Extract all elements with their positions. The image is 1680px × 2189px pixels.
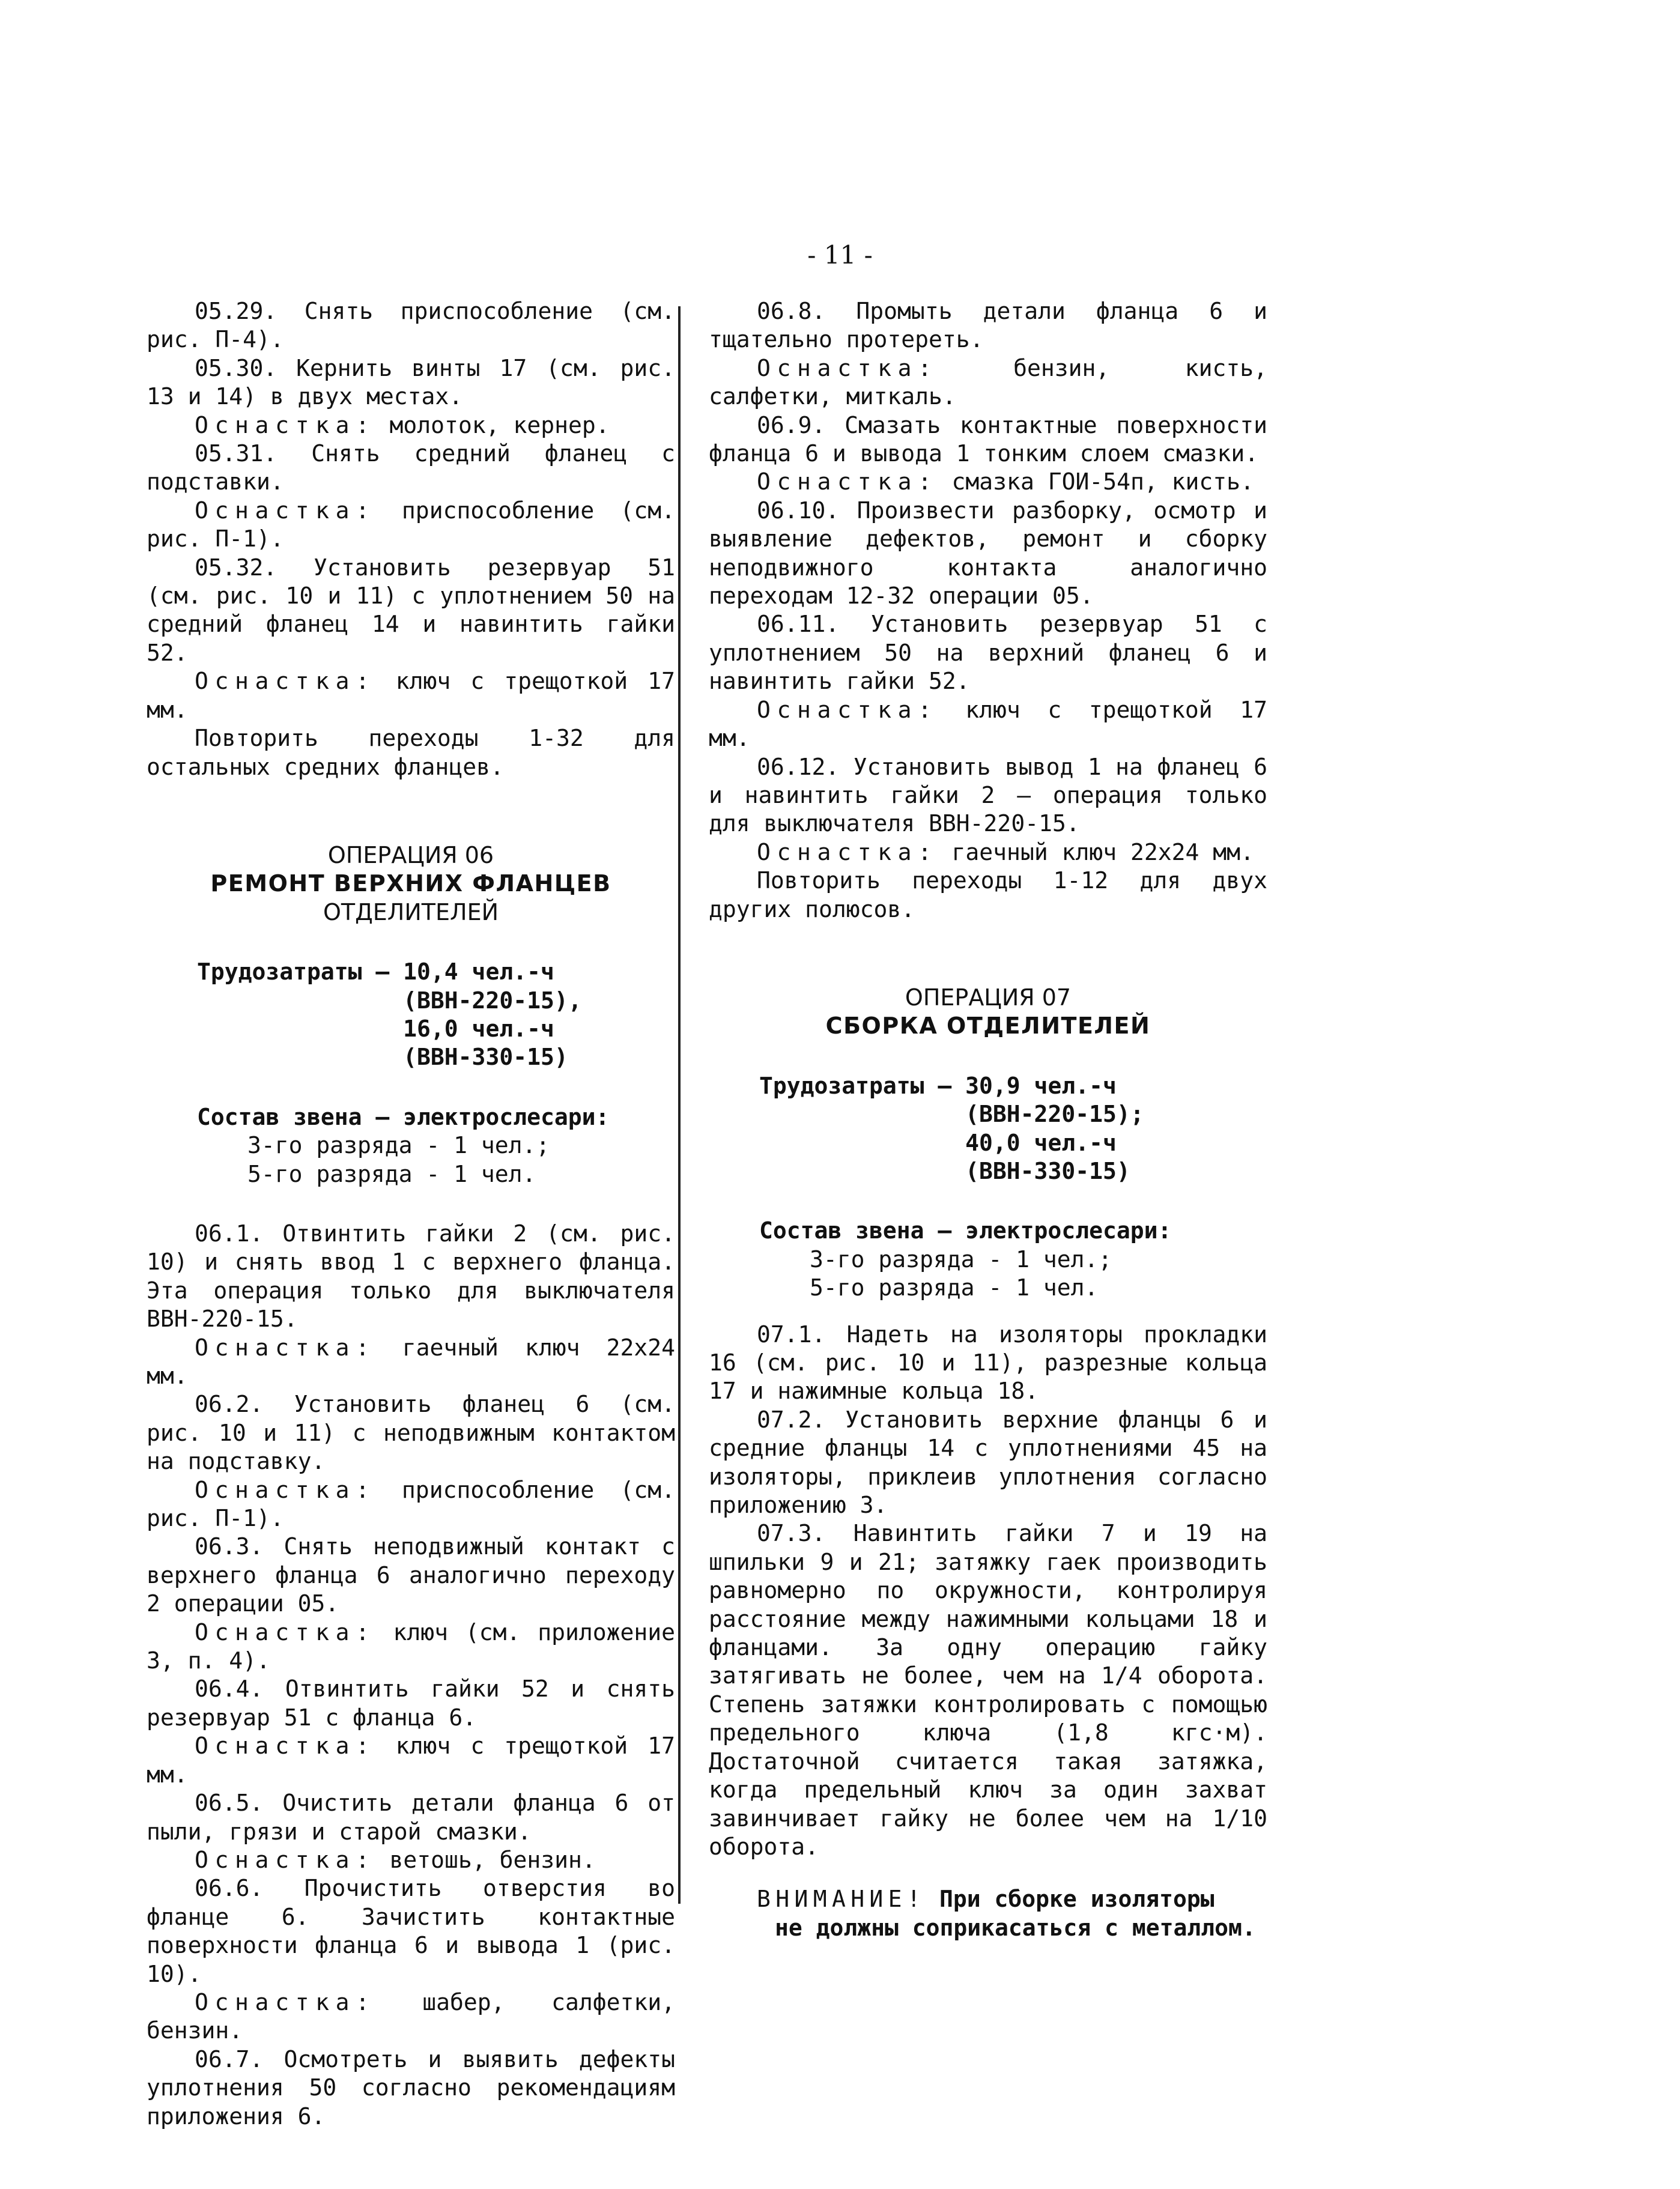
- crew-label: Состав звена — электрослесари:: [197, 1103, 610, 1130]
- left-column: [147, 297, 675, 2131]
- labor-value: 16,0 чел.-ч: [403, 1015, 554, 1042]
- labor-value: (ВВН-220-15),: [403, 987, 582, 1014]
- paragraph-05-32: 05.32. Установить резервуар 51 (см. рис. 10 и 11) с уплотнением 50 на средний фланец 14 и навинтить гайки 52.: [147, 554, 675, 666]
- repeat-note: Повторить переходы 1-12 для двух других полюсов.: [709, 867, 1267, 922]
- labor-label: Трудозатраты —: [759, 1072, 966, 1099]
- crew-row: 5-го разряда - 1 чел.: [810, 1274, 1099, 1301]
- warning-label: ВНИМАНИЕ!: [757, 1886, 926, 1913]
- operation-07-crew: [709, 1217, 1267, 1302]
- operation-06-crew: [147, 1103, 675, 1188]
- paragraph-07-2: 07.2. Установить верхние фланцы 6 и средние фланцы 14 с уплотнениями 45 на изоляторы, приклеив уплотнения согласно приложению 3.: [709, 1406, 1267, 1519]
- paragraph-05-29: 05.29. Снять приспособление (см. рис. П-4).: [147, 298, 675, 353]
- right-paras-top: [709, 297, 1267, 924]
- paragraph-06-1: 06.1. Отвинтить гайки 2 (см. рис. 10) и снять ввод 1 с верхнего фланца. Эта операция только для выключателя ВВН-220-15.: [147, 1220, 675, 1333]
- tooling-line: Оснастка: ключ с трещоткой 17 мм.: [709, 696, 1267, 752]
- crew-row: 5-го разряда - 1 чел.: [247, 1160, 536, 1187]
- page-number: - 11 -: [807, 240, 873, 270]
- paragraph-06-7: 06.7. Осмотреть и выявить дефекты уплотнения 50 согласно рекомендациям приложения 6.: [147, 2045, 675, 2130]
- paragraph-06-9: 06.9. Смазать контактные поверхности фланца 6 и вывода 1 тонким слоем смазки.: [709, 411, 1267, 467]
- labor-value: 10,4 чел.-ч: [403, 958, 554, 986]
- paragraph-05-31: 05.31. Снять средний фланец с подставки.: [147, 440, 675, 495]
- paragraph-07-1: 07.1. Надеть на изоляторы прокладки 16 (см. рис. 10 и 11), разрезные кольца 17 и нажимные кольца 18.: [709, 1321, 1267, 1405]
- tooling-line: Оснастка: молоток, кернер.: [195, 411, 610, 438]
- paragraph-06-5: 06.5. Очистить детали фланца 6 от пыли, грязи и старой смазки.: [147, 1790, 675, 1845]
- tooling-line: Оснастка: смазка ГОИ-54п, кисть.: [757, 468, 1254, 495]
- column-divider: [678, 306, 681, 1904]
- paragraph-06-6: 06.6. Прочистить отверстия во фланце 6. Зачистить контактные поверхности фланца 6 и вывода 1 (рис. 10).: [147, 1875, 675, 1987]
- tooling-line: Оснастка: гаечный ключ 22х24 мм.: [147, 1334, 675, 1389]
- right-column: [709, 297, 1267, 1942]
- operation-07-number: ОПЕРАЦИЯ 07: [905, 984, 1072, 1011]
- operation-06-number: ОПЕРАЦИЯ 06: [327, 841, 494, 868]
- operation-06-labor: [147, 958, 675, 1072]
- left-paras-top: [147, 297, 675, 781]
- paragraph-06-3: 06.3. Снять неподвижный контакт с верхнего фланца 6 аналогично переходу 2 операции 05.: [147, 1533, 675, 1617]
- operation-06-title-line2: ОТДЕЛИТЕЛЕЙ: [323, 898, 499, 925]
- paragraph-06-11: 06.11. Установить резервуар 51 с уплотнением 50 на верхний фланец 6 и навинтить гайки 52.: [709, 611, 1267, 695]
- paragraph-06-4: 06.4. Отвинтить гайки 52 и снять резервуар 51 с фланца 6.: [147, 1676, 675, 1731]
- labor-value: 40,0 чел.-ч: [965, 1129, 1117, 1156]
- warning-note: [709, 1885, 1267, 1942]
- labor-value: (ВВН-220-15);: [965, 1101, 1144, 1128]
- paragraph-06-2: 06.2. Установить фланец 6 (см. рис. 10 и 11) с неподвижным контактом на подставку.: [147, 1391, 675, 1475]
- operation-07-title: СБОРКА ОТДЕЛИТЕЛЕЙ: [825, 1013, 1151, 1040]
- crew-row: 3-го разряда - 1 чел.;: [810, 1246, 1112, 1273]
- right-paras-bottom: [709, 1321, 1267, 1862]
- paragraph-06-12: 06.12. Установить вывод 1 на фланец 6 и навинтить гайки 2 — операция только для выключателя ВВН-220-15.: [709, 753, 1267, 837]
- labor-value: (ВВН-330-15): [965, 1157, 1130, 1184]
- paragraph-05-30: 05.30. Кернить винты 17 (см. рис. 13 и 14) в двух местах.: [147, 354, 675, 410]
- left-paras-bottom: [147, 1220, 675, 2131]
- operation-06-title-line1: РЕМОНТ ВЕРХНИХ ФЛАНЦЕВ: [210, 870, 611, 897]
- tooling-line: Оснастка: приспособление (см. рис. П-1).: [147, 497, 675, 553]
- crew-row: 3-го разряда - 1 чел.;: [247, 1132, 550, 1159]
- tooling-line: Оснастка: ключ (см. приложение 3, п. 4).: [147, 1618, 675, 1674]
- tooling-line: Оснастка: гаечный ключ 22х24 мм.: [757, 838, 1254, 865]
- labor-label: Трудозатраты —: [197, 958, 404, 986]
- tooling-line: Оснастка: ветошь, бензин.: [195, 1846, 596, 1873]
- crew-label: Состав звена — электрослесари:: [759, 1217, 1172, 1244]
- tooling-line: Оснастка: ключ с трещоткой 17 мм.: [147, 668, 675, 723]
- repeat-note: Повторить переходы 1-32 для остальных средних фланцев.: [147, 725, 675, 780]
- warning-text-line2: не должны соприкасаться с металлом.: [775, 1914, 1256, 1941]
- paragraph-06-10: 06.10. Произвести разборку, осмотр и выявление дефектов, ремонт и сборку неподвижного контакта аналогично переходам 12-32 операции 05.: [709, 497, 1267, 610]
- tooling-line: Оснастка: шабер, салфетки, бензин.: [147, 1988, 675, 2044]
- tooling-line: Оснастка: бензин, кисть, салфетки, миткаль.: [709, 354, 1267, 410]
- labor-value: (ВВН-330-15): [403, 1044, 568, 1071]
- labor-value: 30,9 чел.-ч: [965, 1072, 1117, 1099]
- operation-07-heading: [709, 984, 1267, 1041]
- tooling-line: Оснастка: ключ с трещоткой 17 мм.: [147, 1733, 675, 1788]
- operation-07-labor: [709, 1072, 1267, 1186]
- tooling-line: Оснастка: приспособление (см. рис. П-1).: [147, 1476, 675, 1532]
- warning-text-line1: При сборке изоляторы: [926, 1886, 1215, 1913]
- paragraph-07-3: 07.3. Навинтить гайки 7 и 19 на шпильки 9 и 21; затяжку гаек производить равномерно по окружности, контролируя расстояние между нажимными кольцами 18 и фланцами. За одну операцию гайку затягивать не более, чем на 1/4 оборота. Степень затяжки контролировать с помощью предельного ключа (1,8 кгс·м). Достаточной считается такая затяжка, когда предельный ключ за один захват завинчивает гайку не более чем на 1/10 оборота.: [709, 1520, 1267, 1860]
- operation-06-heading: [147, 841, 675, 927]
- paragraph-06-8: 06.8. Промыть детали фланца 6 и тщательно протереть.: [709, 298, 1267, 353]
